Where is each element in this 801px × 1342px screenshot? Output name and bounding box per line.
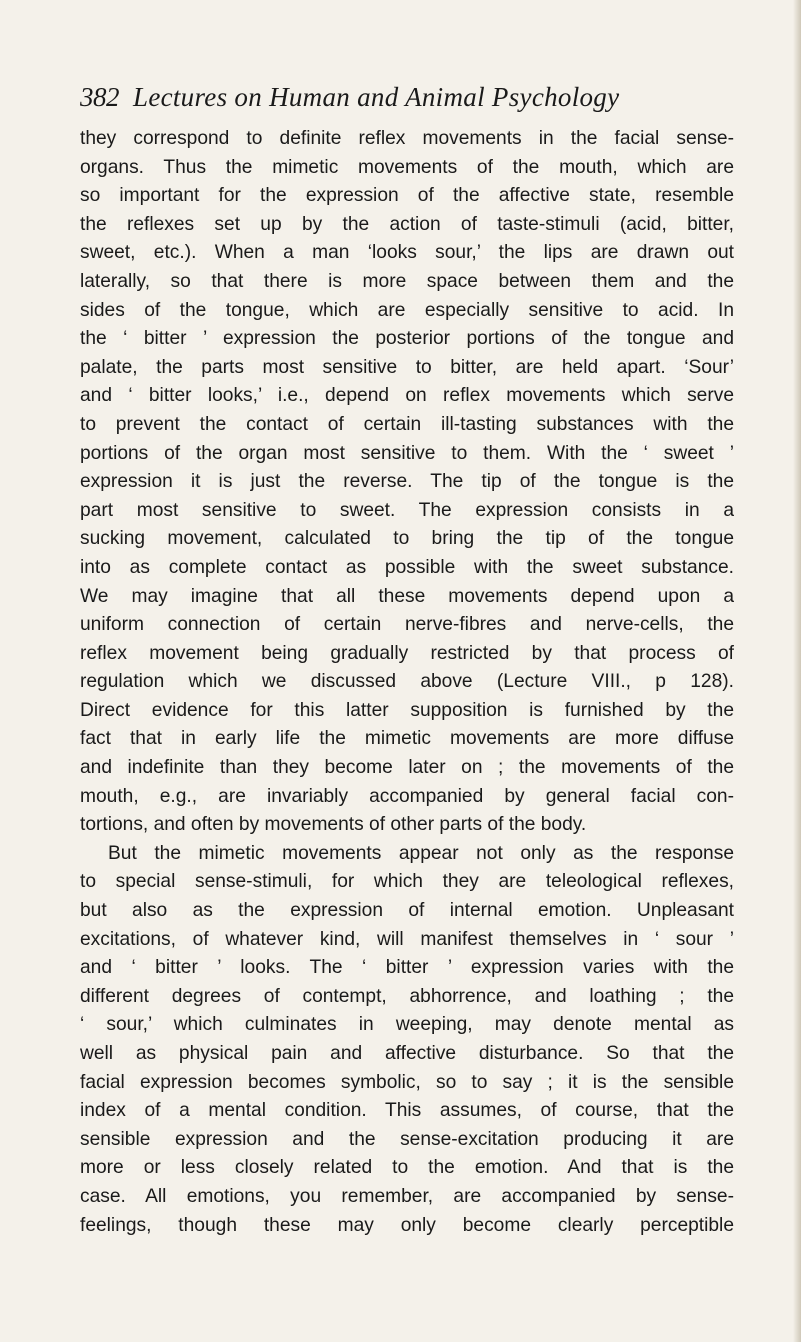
text-line: the reflexes set up by the action of taste-stimuli (acid, bitter, <box>80 213 734 235</box>
text-line: uniform connection of certain nerve-fibres and nerve-cells, the <box>80 614 734 636</box>
text-line: they correspond to definite reflex movements in the facial sense- <box>80 128 734 149</box>
text-line: case. All emotions, you remember, are accompanied by sense- <box>80 1185 734 1207</box>
text-line: but also as the expression of internal emotion. Unpleasant <box>80 900 734 922</box>
text-line: more or less closely related to the emotion. And that is the <box>80 1157 734 1179</box>
text-line: feelings, though these may only become clearly perceptible <box>80 1214 734 1236</box>
text-line: palate, the parts most sensitive to bitter, are held apart. ‘Sour’ <box>80 356 734 378</box>
text-line: sucking movement, calculated to bring the tip of the tongue <box>80 528 734 550</box>
text-line: regulation which we discussed above (Lecture VIII., p 128). <box>80 671 734 693</box>
text-line: sides of the tongue, which are especially sensitive to acid. In <box>80 299 734 321</box>
text-line: facial expression becomes symbolic, so to say ; it is the sensible <box>80 1071 734 1093</box>
text-line: sweet, etc.). When a man ‘looks sour,’ the lips are drawn out <box>80 242 734 264</box>
text-line: organs. Thus the mimetic movements of the mouth, which are <box>80 156 734 178</box>
text-line: into as complete contact as possible with the sweet substance. <box>80 556 734 578</box>
text-line: reflex movement being gradually restricted by that process of <box>80 642 734 664</box>
running-header <box>80 82 730 126</box>
text-line: so important for the expression of the affective state, resemble <box>80 185 734 207</box>
text-line: part most sensitive to sweet. The expression consists in a <box>80 499 734 521</box>
text-line: different degrees of contempt, abhorrence, and loathing ; the <box>80 985 734 1007</box>
text-line: and indefinite than they become later on ; the movements of the <box>80 757 734 779</box>
text-line: Direct evidence for this latter supposition is furnished by the <box>80 699 734 721</box>
text-line: But the mimetic movements appear not only as the response <box>108 842 734 864</box>
text-line: portions of the organ most sensitive to them. With the ‘ sweet ’ <box>80 442 734 464</box>
text-line: index of a mental condition. This assumes, of course, that the <box>80 1100 734 1122</box>
text-line: and ‘ bitter ’ looks. The ‘ bitter ’ expression varies with the <box>80 957 734 979</box>
text-line: fact that in early life the mimetic movements are more diffuse <box>80 728 734 750</box>
text-line: laterally, so that there is more space between them and the <box>80 270 734 292</box>
page-edge-shadow <box>793 0 801 1342</box>
text-line: to prevent the contact of certain ill-tasting substances with the <box>80 413 734 435</box>
body-text <box>80 125 734 1240</box>
text-line: excitations, of whatever kind, will manifest themselves in ‘ sour ’ <box>80 928 734 950</box>
running-title: Lectures on Human and Animal Psychology <box>133 82 620 112</box>
text-line: expression it is just the reverse. The tip of the tongue is the <box>80 471 734 493</box>
text-line: to special sense-stimuli, for which they are teleological reflexes, <box>80 871 734 893</box>
text-line: the ‘ bitter ’ expression the posterior portions of the tongue and <box>80 328 734 350</box>
text-line: and ‘ bitter looks,’ i.e., depend on reflex movements which serve <box>80 385 734 407</box>
text-line: ‘ sour,’ which culminates in weeping, may denote mental as <box>80 1014 734 1036</box>
text-line: mouth, e.g., are invariably accompanied by general facial con- <box>80 785 734 807</box>
text-line: tortions, and often by movements of other parts of the body. <box>80 814 587 836</box>
text-line: sensible expression and the sense-excitation producing it are <box>80 1128 734 1150</box>
page-number: 382 <box>80 82 119 112</box>
text-line: well as physical pain and affective disturbance. So that the <box>80 1043 734 1064</box>
text-line: We may imagine that all these movements depend upon a <box>80 585 734 607</box>
